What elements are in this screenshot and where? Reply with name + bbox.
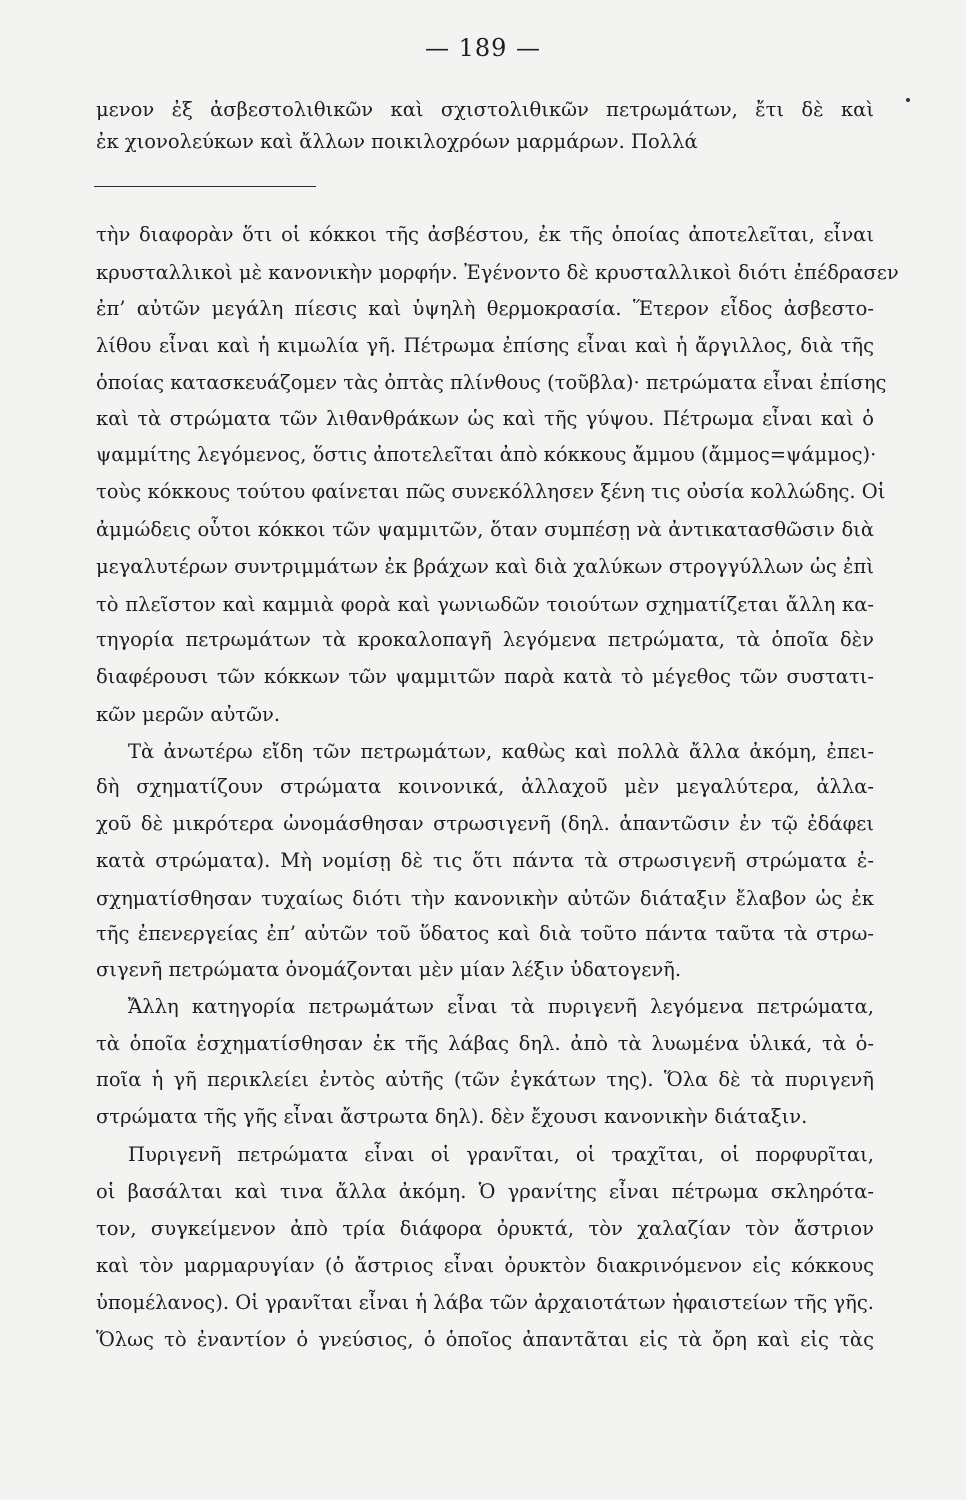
text-line: κρυσταλλικοὶ μὲ κανονικὴν μορφήν. Ἐγένοντο δὲ κρυσταλλικοὶ διότι ἐπέδρασεν	[96, 261, 899, 284]
text-line: ψαμμίτης λεγόμενος, ὅστις ἀποτελεῖται ἀπὸ κόκκους ἄμμου (ἄμμος=ψάμμος)·	[96, 443, 877, 466]
text-line: ἐπ’ αὐτῶν μεγάλη πίεσις καὶ ὑψηλὴ θερμοκρασία. Ἕτερον εἶδος ἀσβεστο-	[96, 297, 874, 320]
text-line: τὴν διαφορὰν ὅτι οἱ κόκκοι τῆς ἀσβέστου, ἐκ τῆς ὁποίας ἀποτελεῖται, εἶναι	[96, 223, 874, 246]
text-line: Τὰ ἀνωτέρω εἴδη τῶν πετρωμάτων, καθὼς καὶ πολλὰ ἄλλα ἀκόμη, ἐπει-	[128, 740, 874, 763]
text-line: καὶ τὰ στρώματα τῶν λιθανθράκων ὡς καὶ τῆς γύψου. Πέτρωμα εἶναι καὶ ὁ	[96, 407, 874, 430]
text-line: κατὰ στρώματα). Μὴ νομίσῃ δὲ τις ὅτι πάντα τὰ στρωσιγενῆ στρώματα ἐ-	[96, 849, 874, 872]
page-number: — 189 —	[424, 34, 542, 62]
footnote-divider	[94, 186, 316, 187]
text-line: ὁποίας κατασκευάζομεν τὰς ὀπτὰς πλίνθους (τοῦβλα)· πετρώματα εἶναι ἐπίσης	[96, 371, 887, 394]
text-line: χοῦ δὲ μικρότερα ὠνομάσθησαν στρωσιγενῆ (δηλ. ἀπαντῶσιν ἐν τῷ ἐδάφει	[96, 812, 874, 835]
text-line: τὰ ὁποῖα ἐσχηματίσθησαν ἐκ τῆς λάβας δηλ. ἀπὸ τὰ λυωμένα ὑλικά, τὰ ὁ-	[96, 1032, 874, 1055]
text-line: Ἄλλη κατηγορία πετρωμάτων εἶναι τὰ πυριγενῆ λεγόμενα πετρώματα,	[128, 995, 874, 1018]
text-line: δὴ σχηματίζουν στρώματα κοινονικά, ἀλλαχοῦ μὲν μεγαλύτερα, ἀλλα-	[96, 775, 874, 798]
text-line: τῆς ἐπενεργείας ἐπ’ αὐτῶν τοῦ ὕδατος καὶ διὰ τοῦτο πάντα ταῦτα τὰ στρω-	[96, 922, 874, 945]
ink-dot	[906, 98, 910, 102]
text-line: στρώματα τῆς γῆς εἶναι ἄστρωτα δηλ). δὲν ἔχουσι κανονικὴν διάταξιν.	[96, 1105, 808, 1128]
text-line: τον, συγκείμενον ἀπὸ τρία διάφορα ὀρυκτά, τὸν χαλαζίαν τὸν ἄστριον	[96, 1217, 874, 1240]
text-line: ὑπομέλανος). Οἱ γρανῖται εἶναι ἡ λάβα τῶν ἀρχαιοτάτων ἡφαιστείων τῆς γῆς.	[96, 1291, 874, 1314]
text-line: μεγαλυτέρων συντριμμάτων ἐκ βράχων καὶ διὰ χαλύκων στρογγύλλων ὡς ἐπὶ	[96, 555, 874, 578]
text-line: τὸ πλεῖστον καὶ καμμιὰ φορὰ καὶ γωνιωδῶν τοιούτων σχηματίζεται ἄλλη κα-	[96, 593, 874, 616]
text-line: ἐκ χιονολεύκων καὶ ἄλλων ποικιλοχρόων μαρμάρων. Πολλά	[96, 130, 698, 153]
text-line: Ὅλως τὸ ἐναντίον ὁ γνεύσιος, ὁ ὁποῖος ἀπαντᾶται εἰς τὰ ὄρη καὶ εἰς τὰς	[96, 1328, 874, 1351]
text-line: καὶ τὸν μαρμαρυγίαν (ὁ ἄστριος εἶναι ὀρυκτὸν διακρινόμενον εἰς κόκκους	[96, 1254, 874, 1277]
text-line: λίθου εἶναι καὶ ἡ κιμωλία γῆ. Πέτρωμα ἐπίσης εἶναι καὶ ἡ ἄργιλλος, διὰ τῆς	[96, 334, 874, 357]
text-line: ποῖα ἡ γῆ περικλείει ἐντὸς αὐτῆς (τῶν ἐγκάτων της). Ὅλα δὲ τὰ πυριγενῆ	[96, 1068, 874, 1091]
text-line: σιγενῆ πετρώματα ὀνομάζονται μὲν μίαν λέξιν ὑδατογενῆ.	[96, 958, 682, 981]
text-line: ἀμμώδεις οὗτοι κόκκοι τῶν ψαμμιτῶν, ὅταν συμπέσῃ νὰ ἀντικατασθῶσιν διὰ	[96, 518, 874, 541]
text-line: τοὺς κόκκους τούτου φαίνεται πῶς συνεκόλλησεν ξένη τις οὐσία κολλώδης. Οἱ	[96, 480, 886, 503]
text-line: διαφέρουσι τῶν κόκκων τῶν ψαμμιτῶν παρὰ κατὰ τὸ μέγεθος τῶν συστατι-	[96, 665, 874, 688]
text-line: μενον ἐξ ἀσβεστολιθικῶν καὶ σχιστολιθικῶν πετρωμάτων, ἔτι δὲ καὶ	[96, 98, 874, 121]
text-line: κῶν μερῶν αὐτῶν.	[96, 703, 281, 726]
text-line: τηγορία πετρωμάτων τὰ κροκαλοπαγῆ λεγόμενα πετρώματα, τὰ ὁποῖα δὲν	[96, 628, 874, 651]
text-line: Πυριγενῆ πετρώματα εἶναι οἱ γρανῖται, οἱ τραχῖται, οἱ πορφυρῖται,	[128, 1143, 874, 1166]
text-line: οἱ βασάλται καὶ τινα ἄλλα ἀκόμη. Ὁ γρανίτης εἶναι πέτρωμα σκληρότα-	[96, 1180, 874, 1203]
text-line: σχηματίσθησαν τυχαίως διότι τὴν κανονικὴν αὐτῶν διάταξιν ἔλαβον ὡς ἐκ	[96, 887, 874, 910]
